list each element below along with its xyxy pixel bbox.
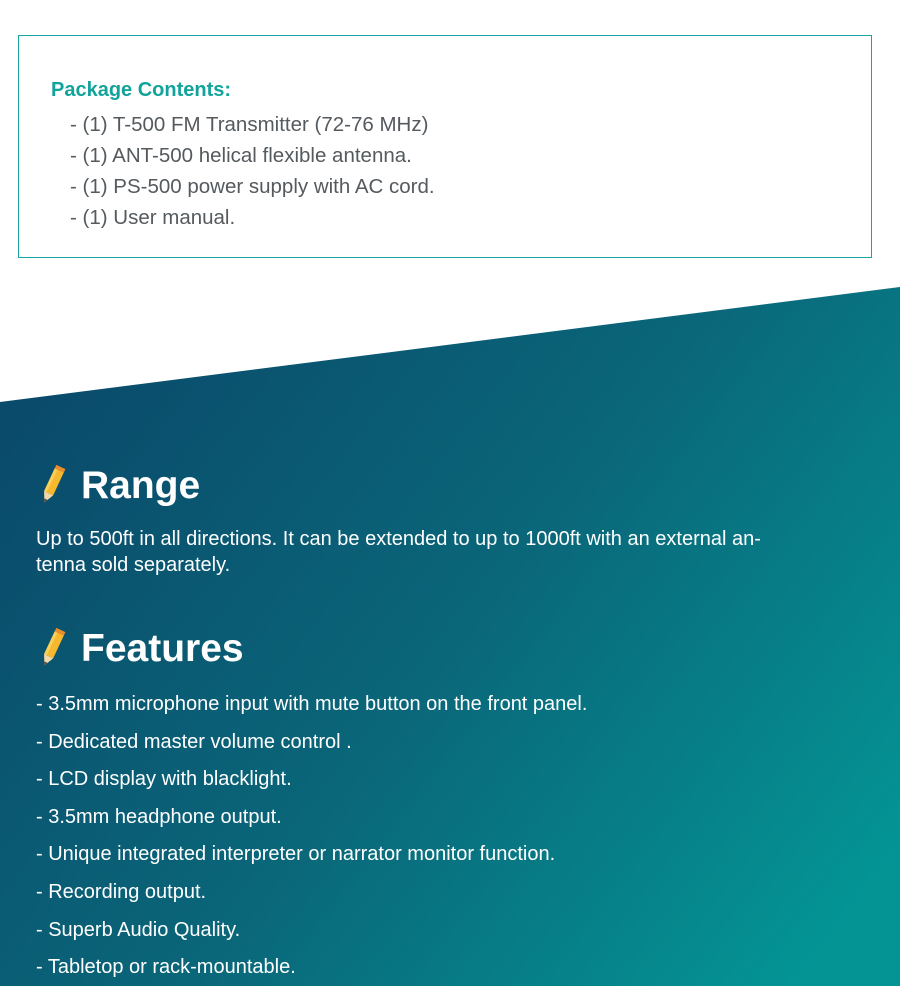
package-item: - (1) ANT-500 helical flexible antenna. <box>70 144 412 167</box>
features-title: Features <box>81 627 244 670</box>
range-description <box>36 526 836 578</box>
feature-item: - Unique integrated interpreter or narrator monitor function. <box>36 843 556 866</box>
feature-item: - LCD display with blacklight. <box>36 768 292 791</box>
range-description-line: tenna sold separately. <box>36 554 231 576</box>
pencil-icon <box>36 627 68 671</box>
feature-item: - Superb Audio Quality. <box>36 918 241 941</box>
feature-item: - Recording output. <box>36 880 207 903</box>
range-title: Range <box>81 464 201 507</box>
package-item: - (1) User manual. <box>70 206 236 229</box>
features-list <box>36 686 587 987</box>
package-contents-title: Package Contents: <box>51 79 232 101</box>
feature-item: - Dedicated master volume control . <box>36 730 352 753</box>
feature-item: - Tabletop or rack-mountable. <box>36 956 296 979</box>
features-heading <box>36 625 244 673</box>
range-heading <box>36 462 200 510</box>
pencil-icon <box>36 464 68 508</box>
range-description-line: Up to 500ft in all directions. It can be extended to up to 1000ft with an external an- <box>36 528 761 550</box>
package-item: - (1) PS-500 power supply with AC cord. <box>70 175 435 198</box>
feature-item: - 3.5mm microphone input with mute button on the front panel. <box>36 693 588 715</box>
feature-item: - 3.5mm headphone output. <box>36 805 282 828</box>
package-item: - (1) T-500 FM Transmitter (72-76 MHz) <box>70 113 429 136</box>
